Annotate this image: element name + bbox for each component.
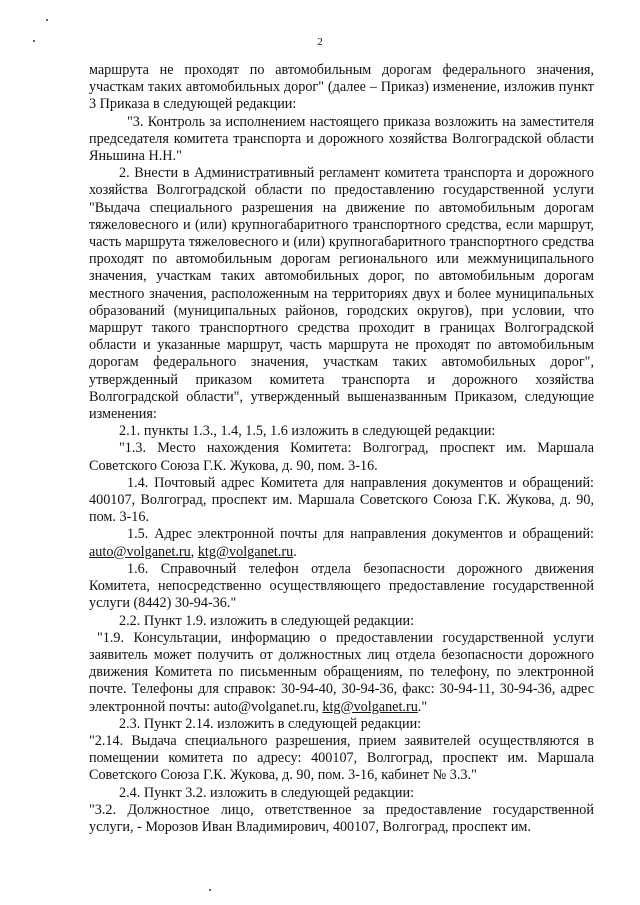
paragraph: "3. Контроль за исполнением настоящего приказа возложить на заместителя председателя комитета транспорта и дорожного хозяйства Волгоградской области Яньшина Н.Н." (89, 113, 594, 165)
separator: , (190, 543, 198, 560)
paragraph: "2.14. Выдача специального разрешения, прием заявителей осуществляются в помещении комитета по адресу: 400107, Волгоград, проспект им. Маршала Советского Союза Г.К. Жукова, д. 90, пом. 3-16, кабинет № 3.3." (89, 732, 594, 784)
scan-speck (209, 889, 211, 891)
paragraph: 2. Внести в Административный регламент комитета транспорта и дорожного хозяйства Волгоградской области по предоставлению государственной услуги "Выдача специального разрешения на движение по автомобильным дорогам тяжеловесного и (или) крупногабаритного транспортного средства, если маршрут, часть маршрута тяжеловесного и (или) крупногабаритного транспортного средства проходят по автомобильным дорогам регионального или межмуниципального значения, участкам таких автомобильных дорог, по автомобильным дорогам местного значения, расположенным на территориях двух и более муниципальных образований (муниципальных районов, городских округов), при условии, что маршрут такого транспортного средства проходит в границах Волгоградской области и указанные маршрут, часть маршрута не проходят по автомобильным дорогам федерального значения, участкам таких автомобильных дорог", утвержденный приказом комитета транспорта и дорожного хозяйства Волгоградской области", утвержденный вышеназванным Приказом, следующие изменения: (89, 165, 594, 423)
paragraph-tail: . (293, 543, 297, 560)
paragraph: 1.4. Почтовый адрес Комитета для направления документов и обращений: 400107, Волгоград, проспект им. Маршала Советского Союза Г.К. Жукова, д. 90, пом. 3-16. (89, 474, 594, 526)
paragraph: "1.3. Место нахождения Комитета: Волгоград, проспект им. Маршала Советского Союза Г.К. Жукова, д. 90, пом. 3-16. (89, 440, 594, 474)
page-number: 2 (317, 36, 323, 48)
paragraph: 2.3. Пункт 2.14. изложить в следующей редакции: (119, 715, 422, 732)
email-link[interactable]: ktg@volganet.ru (322, 698, 418, 715)
paragraph: маршрута не проходят по автомобильным дорогам федерального значения, участкам таких автомобильных дорог" (далее – Приказ) изменение, изложив пункт 3 Приказа в следующей редакции: (89, 62, 594, 113)
paragraph-consultations (89, 630, 594, 716)
paragraph: 1.6. Справочный телефон отдела безопасности дорожного движения Комитета, непосредственно осуществляющего предоставление государственной услуги (8442) 30-94-36." (89, 560, 594, 612)
paragraph-email (89, 526, 594, 560)
paragraph: 2.4. Пункт 3.2. изложить в следующей редакции: (119, 784, 415, 801)
paragraph: 2.2. Пункт 1.9. изложить в следующей редакции: (119, 612, 415, 629)
scan-speck (46, 19, 48, 21)
document-body (89, 62, 594, 836)
email-link[interactable]: ktg@volganet.ru (197, 543, 294, 560)
paragraph: 2.1. пункты 1.3., 1.4, 1.5, 1.6 изложить в следующей редакции: (119, 423, 496, 440)
email-link[interactable]: auto@volganet.ru (89, 543, 191, 560)
paragraph-lead: 1.5. Адрес электронной почты для направления документов и обращений: (127, 526, 594, 543)
paragraph: "3.2. Должностное лицо, ответственное за предоставление государственной услуги, - Морозов Иван Владимирович, 400107, Волгоград, проспект им. (89, 801, 594, 835)
paragraph-tail: ." (417, 698, 428, 715)
paragraph-lead: "1.9. Консультации, информацию о предоставлении государственной услуги заявитель может получить от должностных лиц отдела безопасности дорожного движения Комитета по письменным обращениям, по телефону, по электронной почте. Телефоны для справок: 30-94-40, 30-94-36, факс: 30-94-11, 30-94-36, адрес электронной почты: auto@volganet.ru, (89, 629, 594, 715)
